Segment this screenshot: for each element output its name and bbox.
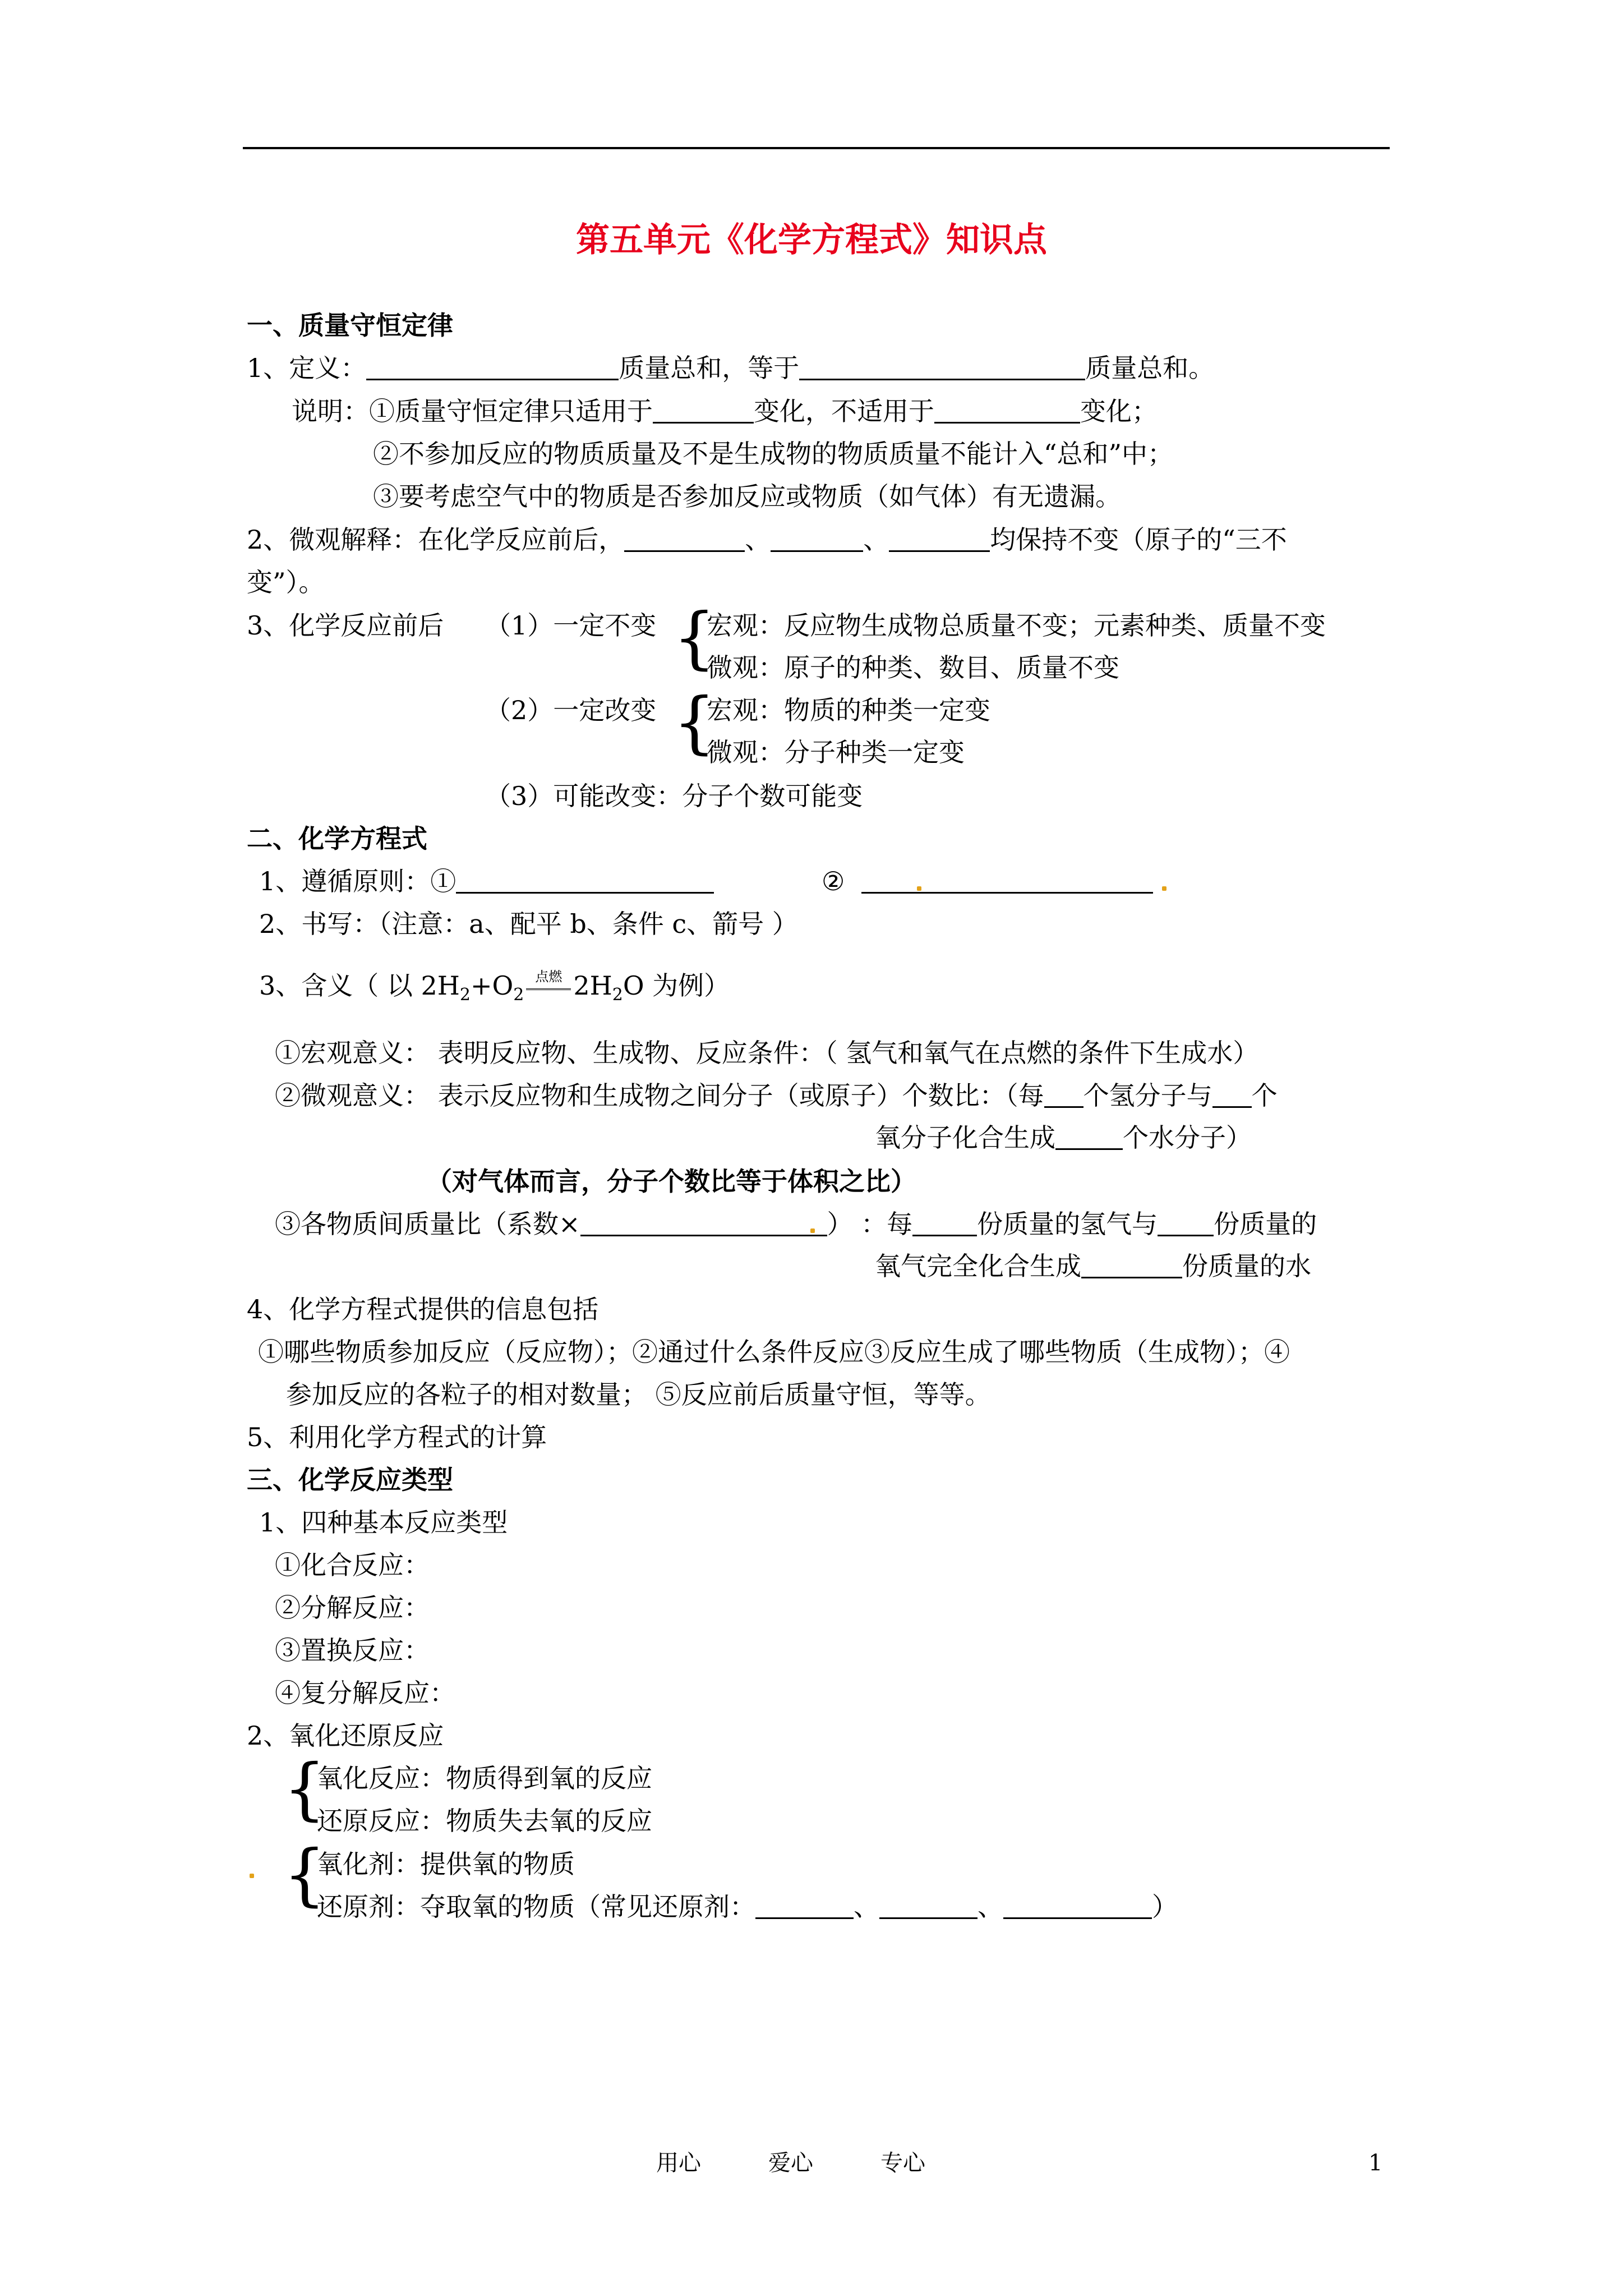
blank <box>879 1893 978 1919</box>
micro-text: 氧分子化合生成 <box>875 1122 1055 1153</box>
info-heading: 4、化学方程式提供的信息包括 <box>247 1294 599 1324</box>
micro-line-cont: 变”）。 <box>247 567 325 597</box>
type-decomposition: ②分解反应： <box>275 1593 430 1623</box>
blank <box>1081 1252 1182 1278</box>
blank <box>624 526 745 552</box>
changed-micro: 微观：分子种类一定变 <box>707 737 965 767</box>
redox-heading: 2、氧化还原反应 <box>247 1720 444 1751</box>
blank <box>1055 1124 1123 1150</box>
micro-text: 均保持不变（原子的“三不 <box>990 524 1287 555</box>
section-1-heading: 一、质量守恒定律 <box>247 310 453 341</box>
header-rule <box>243 147 1390 149</box>
page-title: 第五单元《化学方程式》知识点 <box>576 220 1047 260</box>
reducer-text: ） <box>1152 1892 1178 1922</box>
blank <box>456 867 714 894</box>
blank <box>580 1210 827 1236</box>
micro-text: 2、微观解释：在化学反应前后， <box>247 524 625 555</box>
mass-text: 份质量的 <box>1214 1209 1317 1239</box>
unchanged-micro: 微观：原子的种类、数目、质量不变 <box>707 652 1119 683</box>
brace: { <box>673 684 716 762</box>
section-3-heading: 三、化学反应类型 <box>247 1465 453 1495</box>
calc-line: 5、利用化学方程式的计算 <box>247 1422 547 1452</box>
blank <box>755 1893 854 1919</box>
meaning-text: 3、含义（ 以 2H <box>259 970 460 1001</box>
meaning-text: 2H <box>573 970 612 1001</box>
mass-text: ③各物质间质量比（系数× <box>275 1209 580 1239</box>
micro-text: 个水分子） <box>1123 1122 1252 1153</box>
brace: { <box>283 1836 326 1914</box>
blank <box>1044 1082 1083 1108</box>
blank <box>912 1210 977 1236</box>
def-text: 质量总和，等于 <box>619 353 800 383</box>
def-end: 质量总和。 <box>1085 353 1215 383</box>
note-line-2: ②不参加反应的物质质量及不是生成物的物质质量不能计入“总和”中； <box>373 439 1174 469</box>
separator: 、 <box>854 1892 879 1922</box>
speck <box>250 1874 254 1878</box>
four-types: 1、四种基本反应类型 <box>259 1507 508 1538</box>
page-number: 1 <box>1368 2150 1383 2176</box>
separator: 、 <box>978 1892 1003 1922</box>
mass-ratio <box>275 1207 1317 1241</box>
micro-text: 个氢分子与 <box>1083 1080 1212 1111</box>
type-combination: ①化合反应： <box>275 1550 430 1580</box>
meaning-text: O 为例） <box>623 970 730 1001</box>
condition-label: 点燃 <box>535 969 562 984</box>
footer-word: 用心 <box>656 2150 701 2176</box>
unchanged-label: （1）一定不变 <box>485 610 657 641</box>
speck <box>810 1228 815 1233</box>
blank <box>934 397 1080 424</box>
rule-line-2 <box>822 864 1153 898</box>
reaction-condition <box>526 969 571 1002</box>
meaning-line <box>259 969 730 1012</box>
separator: 、 <box>745 524 771 555</box>
info-line-1: ①哪些物质参加反应（反应物）；②通过什么条件反应③反应生成了哪些物质（生成物）；④ <box>258 1337 1290 1367</box>
changed-macro: 宏观：物质的种类一定变 <box>707 695 990 725</box>
macro-meaning: ①宏观意义： 表明反应物、生成物、反应条件：（ 氢气和氧气在点燃的条件下生成水） <box>275 1038 1259 1068</box>
type-double-displacement: ④复分解反应： <box>275 1678 455 1708</box>
mass-text: 份质量的水 <box>1182 1251 1311 1281</box>
mass-text: 份质量的氢气与 <box>977 1209 1158 1239</box>
micro-meaning <box>275 1079 1278 1112</box>
mass-text: ） ：每 <box>827 1209 913 1239</box>
note-text: 说明：①质量守恒定律只适用于 <box>292 396 653 426</box>
gas-note: （对气体而言，分子个数比等于体积之比） <box>426 1166 916 1197</box>
blank <box>1158 1210 1214 1236</box>
blank <box>889 526 990 552</box>
reducer <box>317 1890 1178 1924</box>
meaning-text: +O <box>471 970 514 1001</box>
note-line-3: ③要考虑空气中的物质是否参加反应或物质（如气体）有无遗漏。 <box>373 481 1121 512</box>
speck <box>917 886 921 891</box>
section-2-heading: 二、化学方程式 <box>247 823 427 854</box>
rule-text: 1、遵循原则：① <box>259 866 457 896</box>
blank <box>1003 1893 1152 1919</box>
info-line-2: 参加反应的各粒子的相对数量； ⑤反应前后质量守恒，等等。 <box>286 1379 991 1410</box>
speck <box>1162 886 1166 891</box>
mass-ratio-cont <box>875 1249 1311 1283</box>
subscript: 2 <box>459 985 471 1005</box>
note-text: 变化，不适用于 <box>754 396 934 426</box>
unchanged-macro: 宏观：反应物生成物总质量不变；元素种类、质量不变 <box>707 610 1326 641</box>
micro-text: 个 <box>1251 1080 1278 1111</box>
def-label: 1、定义： <box>247 353 367 383</box>
blank <box>799 354 1085 380</box>
rule-line <box>259 864 714 898</box>
oxidation: 氧化反应：物质得到氧的反应 <box>317 1763 652 1793</box>
blank <box>653 397 754 424</box>
brace: { <box>283 1750 326 1828</box>
type-displacement: ③置换反应： <box>275 1635 430 1665</box>
footer-word: 专心 <box>880 2150 925 2176</box>
note-line-1 <box>292 394 1158 428</box>
blank <box>861 867 1153 894</box>
mass-text: 氧气完全化合生成 <box>875 1251 1081 1281</box>
micro-meaning-cont <box>875 1121 1252 1154</box>
write-line: 2、书写：（注意：a、配平 b、条件 c、箭号 ） <box>259 909 798 939</box>
micro-line <box>247 523 1287 556</box>
blank <box>366 354 619 380</box>
subscript: 2 <box>612 985 623 1005</box>
changed-label: （2）一定改变 <box>485 695 657 725</box>
note-text: 变化； <box>1080 396 1158 426</box>
definition-line <box>247 351 1214 385</box>
oxidizer: 氧化剂：提供氧的物质 <box>317 1849 575 1879</box>
separator: 、 <box>863 524 889 555</box>
micro-text: ②微观意义： 表示反应物和生成物之间分子（或原子）个数比：（每 <box>275 1080 1044 1111</box>
brace: { <box>673 599 716 677</box>
reducer-text: 还原剂：夺取氧的物质（常见还原剂： <box>317 1892 755 1922</box>
change-label: 3、化学反应前后 <box>247 610 444 641</box>
maybe-changed: （3）可能改变：分子个数可能变 <box>485 781 863 811</box>
rule-text: ② <box>822 866 845 896</box>
blank <box>1212 1082 1252 1108</box>
footer-motto <box>656 2146 993 2180</box>
footer-word: 爱心 <box>768 2150 813 2176</box>
blank <box>771 526 863 552</box>
subscript: 2 <box>513 985 524 1005</box>
reduction: 还原反应：物质失去氧的反应 <box>317 1806 652 1836</box>
